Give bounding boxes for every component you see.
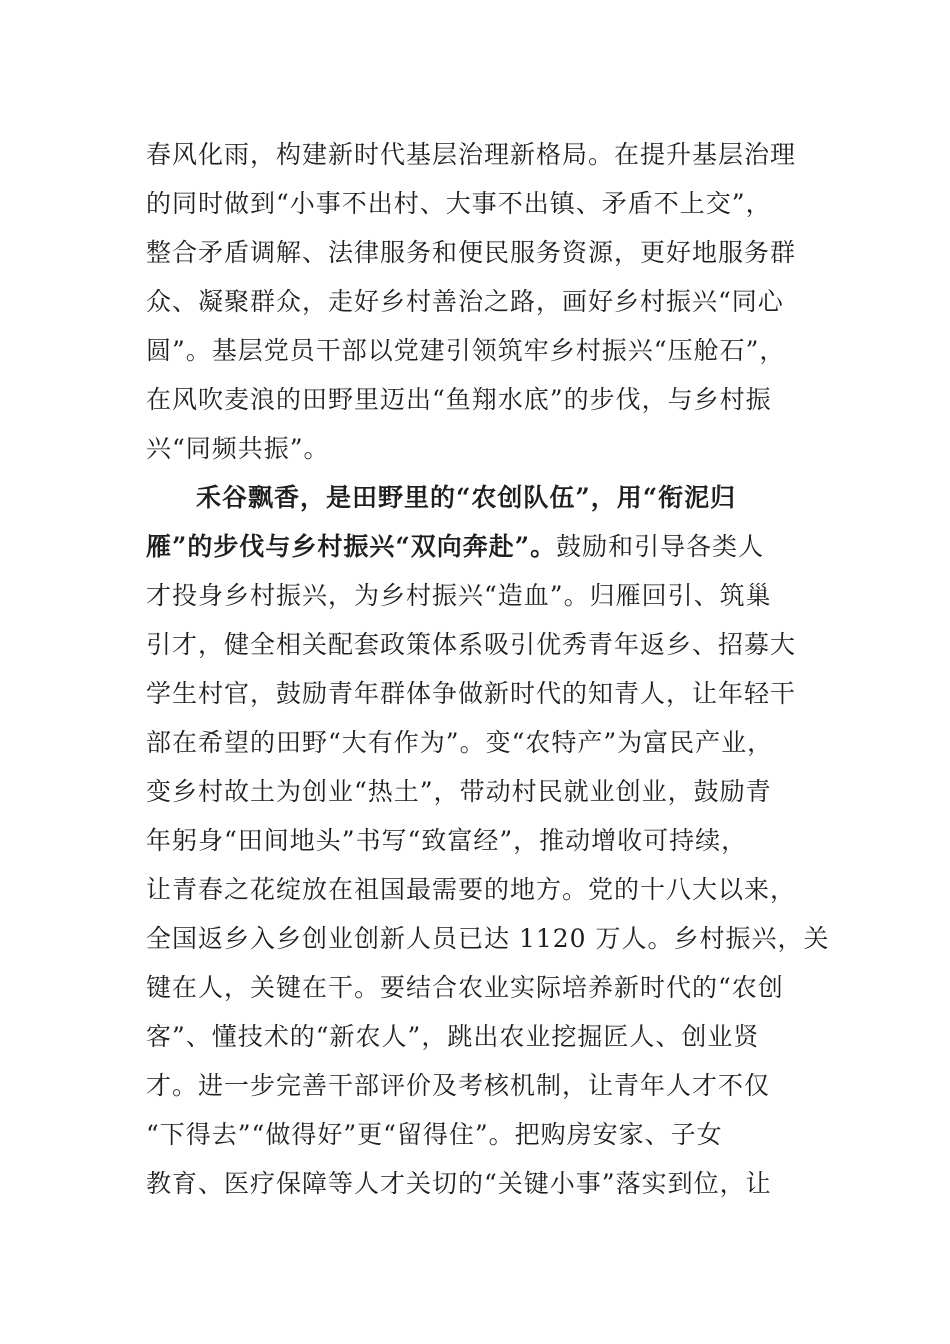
- paragraph-2-line: 全国返乡入乡创业创新人员已达 1120 万人。乡村振兴，关: [146, 924, 830, 953]
- document-body: [146, 130, 830, 1208]
- paragraph-2-heading-end: 雁”的步伐与乡村振兴“双向奔赴”。: [146, 532, 557, 561]
- paragraph-2-line: 才。进一步完善干部评价及考核机制，让青年人才不仅: [146, 1071, 771, 1100]
- paragraph-1-line: 在风吹麦浪的田野里迈出“鱼翔水底”的步伐，与乡村振: [146, 385, 772, 414]
- paragraph-1-line: 兴“同频共振”。: [146, 434, 330, 463]
- paragraph-2-heading-line: 禾谷飘香，是田野里的“农创队伍”，用“衔泥归: [196, 483, 737, 512]
- paragraph-2-line: 年躬身“田间地头”书写“致富经”，推动增收可持续，: [146, 826, 748, 855]
- paragraph-2-text: 鼓励和引导各类人: [556, 532, 765, 561]
- paragraph-2-line: [146, 522, 806, 571]
- paragraph-2-line: 部在希望的田野“大有作为”。变“农特产”为富民产业，: [146, 728, 774, 757]
- paragraph-2-line: 教育、医疗保障等人才关切的“关键小事”落实到位，让: [146, 1169, 772, 1198]
- paragraph-2-line: 才投身乡村振兴，为乡村振兴“造血”。归雁回引、筑巢: [146, 581, 772, 610]
- paragraph-2-line: 学生村官，鼓励青年群体争做新时代的知青人，让年轻干: [146, 679, 797, 708]
- paragraph-2-line: 客”、懂技术的“新农人”，跳出农业挖掘匠人、创业贤: [146, 1022, 760, 1051]
- paragraph-1-line: 整合矛盾调解、法律服务和便民服务资源，更好地服务群: [146, 238, 797, 267]
- paragraph-2-line: 让青春之花绽放在祖国最需要的地方。党的十八大以来，: [146, 875, 797, 904]
- paragraph-2-line: 变乡村故土为创业“热土”，带动村民就业创业，鼓励青: [146, 777, 772, 806]
- paragraph-1-line: 圆”。基层党员干部以党建引领筑牢乡村振兴“压舱石”，: [146, 336, 786, 365]
- paragraph-1-line: 的同时做到“小事不出村、大事不出镇、矛盾不上交”，: [146, 189, 772, 218]
- paragraph-1-line: 春风化雨，构建新时代基层治理新格局。在提升基层治理: [146, 140, 797, 169]
- paragraph-2-line: 引才，健全相关配套政策体系吸引优秀青年返乡、招募大: [146, 630, 797, 659]
- paragraph-2-line: “下得去”“做得好”更“留得住”。把购房安家、子女: [146, 1120, 723, 1149]
- paragraph-1-line: 众、凝聚群众，走好乡村善治之路，画好乡村振兴“同心: [146, 287, 784, 316]
- paragraph-2-line: 键在人，关键在干。要结合农业实际培养新时代的“农创: [146, 973, 784, 1002]
